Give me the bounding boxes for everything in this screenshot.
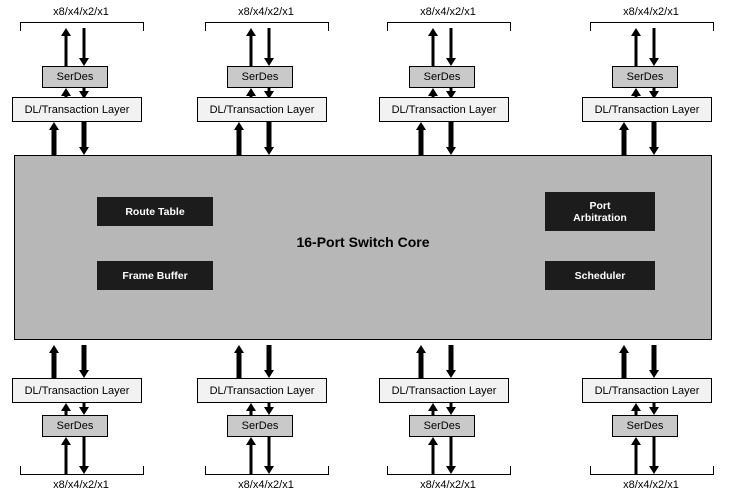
lane-bracket-bottom-2 (205, 466, 329, 475)
serdes-bottom-4: SerDes (612, 415, 678, 437)
dl-transaction-layer-bottom-1: DL/Transaction Layer (12, 378, 142, 403)
arrow-down-core-bottom-1 (78, 345, 89, 378)
arrow-down-core-bottom-3 (445, 345, 456, 378)
arrow-up-core-top-2 (233, 122, 244, 155)
arrow-up-core-bottom-1 (48, 345, 59, 378)
serdes-bottom-2: SerDes (227, 415, 293, 437)
dl-transaction-layer-top-4: DL/Transaction Layer (582, 97, 712, 122)
arrow-up-serdes-bottom-4 (630, 403, 641, 415)
switch-core (14, 155, 712, 340)
arrow-down-top-2 (263, 28, 274, 66)
arrow-down-core-top-2 (263, 122, 274, 155)
arrow-up-core-top-4 (618, 122, 629, 155)
lane-bracket-bottom-3 (387, 466, 511, 475)
lane-label-bottom-4: x8/x4/x2/x1 (623, 479, 679, 491)
arrow-up-core-bottom-4 (618, 345, 629, 378)
arrow-down-top-3 (445, 28, 456, 66)
lane-label-bottom-2: x8/x4/x2/x1 (238, 479, 294, 491)
lane-label-top-3: x8/x4/x2/x1 (420, 6, 476, 18)
arrow-down-serdes-bottom-1 (78, 403, 89, 415)
serdes-bottom-1: SerDes (42, 415, 108, 437)
arrow-up-serdes-bottom-3 (427, 403, 438, 415)
arrow-down-core-top-1 (78, 122, 89, 155)
lane-bracket-bottom-4 (590, 466, 714, 475)
arrow-down-top-4 (648, 28, 659, 66)
arrow-up-top-1 (60, 28, 71, 66)
arrow-down-serdes-bottom-4 (648, 403, 659, 415)
lane-label-top-2: x8/x4/x2/x1 (238, 6, 294, 18)
dl-transaction-layer-top-2: DL/Transaction Layer (197, 97, 327, 122)
arrow-up-core-top-1 (48, 122, 59, 155)
arrow-up-core-bottom-2 (233, 345, 244, 378)
lane-label-bottom-1: x8/x4/x2/x1 (53, 479, 109, 491)
arrow-up-top-4 (630, 28, 641, 66)
dl-transaction-layer-bottom-3: DL/Transaction Layer (379, 378, 509, 403)
arrow-down-serdes-bottom-3 (445, 403, 456, 415)
dl-transaction-layer-top-1: DL/Transaction Layer (12, 97, 142, 122)
route-table-block: Route Table (97, 197, 213, 226)
arrow-down-serdes-bottom-2 (263, 403, 274, 415)
frame-buffer-block: Frame Buffer (97, 261, 213, 290)
dl-transaction-layer-bottom-4: DL/Transaction Layer (582, 378, 712, 403)
arrow-down-core-top-4 (648, 122, 659, 155)
arrow-up-core-bottom-3 (415, 345, 426, 378)
serdes-top-2: SerDes (227, 66, 293, 88)
serdes-top-3: SerDes (409, 66, 475, 88)
arrow-up-top-2 (245, 28, 256, 66)
arrow-up-serdes-bottom-2 (245, 403, 256, 415)
arrow-up-serdes-bottom-1 (60, 403, 71, 415)
dl-transaction-layer-top-3: DL/Transaction Layer (379, 97, 509, 122)
arrow-down-top-1 (78, 28, 89, 66)
arrow-down-core-bottom-4 (648, 345, 659, 378)
arrow-up-core-top-3 (415, 122, 426, 155)
lane-label-top-1: x8/x4/x2/x1 (53, 6, 109, 18)
arrow-down-core-top-3 (445, 122, 456, 155)
dl-transaction-layer-bottom-2: DL/Transaction Layer (197, 378, 327, 403)
scheduler-block: Scheduler (545, 261, 655, 290)
arrow-up-top-3 (427, 28, 438, 66)
serdes-top-1: SerDes (42, 66, 108, 88)
serdes-top-4: SerDes (612, 66, 678, 88)
lane-bracket-bottom-1 (20, 466, 144, 475)
serdes-bottom-3: SerDes (409, 415, 475, 437)
port-arbitration-block (545, 192, 655, 231)
arrow-down-core-bottom-2 (263, 345, 274, 378)
switch-core-title: 16-Port Switch Core (296, 234, 430, 250)
lane-label-bottom-3: x8/x4/x2/x1 (420, 479, 476, 491)
port-arbitration-line-2: Arbitration (573, 211, 627, 224)
port-arbitration-line-1: Port (589, 199, 611, 212)
lane-label-top-4: x8/x4/x2/x1 (623, 6, 679, 18)
